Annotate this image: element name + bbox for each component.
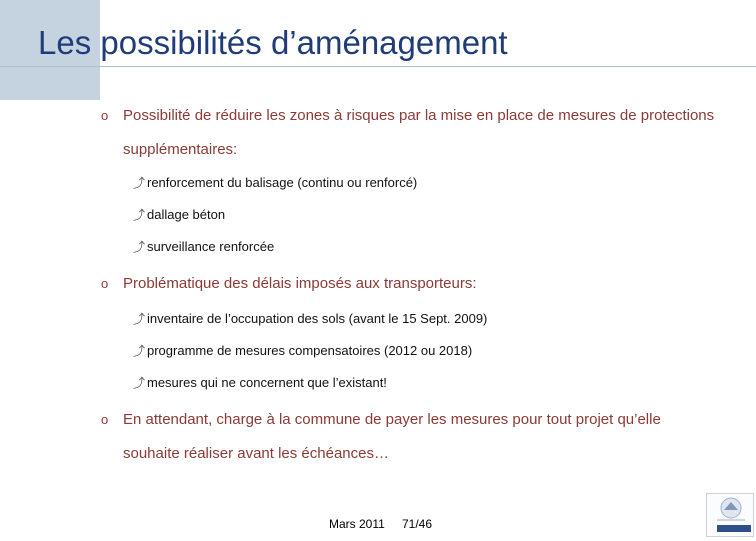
slide-title: Les possibilités d’aménagement — [38, 24, 508, 61]
arrow-down-right-icon: ⤴ — [133, 376, 146, 390]
bullet-marker-icon: o — [101, 276, 109, 291]
sub-bullet-item — [133, 310, 487, 328]
bullet-item — [101, 99, 721, 167]
bullet-item — [101, 403, 721, 471]
arrow-down-right-icon: ⤴ — [133, 208, 146, 222]
logo-bar — [717, 525, 751, 532]
bullet-marker-icon: o — [101, 108, 109, 123]
bullet-text: Problématique des délais imposés aux transporteurs: — [123, 275, 477, 292]
sub-bullet-item — [133, 206, 225, 224]
arrow-down-right-icon: ⤴ — [133, 240, 146, 254]
footer-page-number: 71/46 — [402, 517, 433, 531]
sub-bullet-item — [133, 238, 274, 256]
sub-bullet-item — [133, 174, 417, 192]
sub-bullet-text: inventaire de l’occupation des sols (avant le 15 Sept. 2009) — [147, 311, 488, 326]
organization-logo — [706, 493, 754, 537]
sub-bullet-text: dallage béton — [147, 207, 226, 222]
arrow-down-right-icon: ⤴ — [133, 176, 146, 190]
bullet-text: Possibilité de réduire les zones à risques par la mise en place de mesures de protections supplémentaires: — [123, 107, 715, 158]
sub-bullet-text: surveillance renforcée — [147, 239, 275, 254]
sub-bullet-item — [133, 374, 387, 392]
sub-bullet-text: renforcement du balisage (continu ou renforcé) — [147, 175, 418, 190]
arrow-down-right-icon: ⤴ — [133, 344, 146, 358]
sub-bullet-item — [133, 342, 472, 360]
bullet-item — [101, 267, 721, 301]
sub-bullet-text: mesures qui ne concernent que l’existant! — [147, 375, 387, 390]
arrow-down-right-icon: ⤴ — [133, 312, 146, 326]
bullet-marker-icon: o — [101, 412, 109, 427]
sub-bullet-text: programme de mesures compensatoires (2012 ou 2018) — [147, 343, 473, 358]
bullet-text: En attendant, charge à la commune de payer les mesures pour tout projet qu’elle souhaite réaliser avant les échéances… — [123, 411, 661, 462]
footer-date: Mars 2011 — [329, 517, 385, 531]
header-divider — [0, 66, 756, 67]
